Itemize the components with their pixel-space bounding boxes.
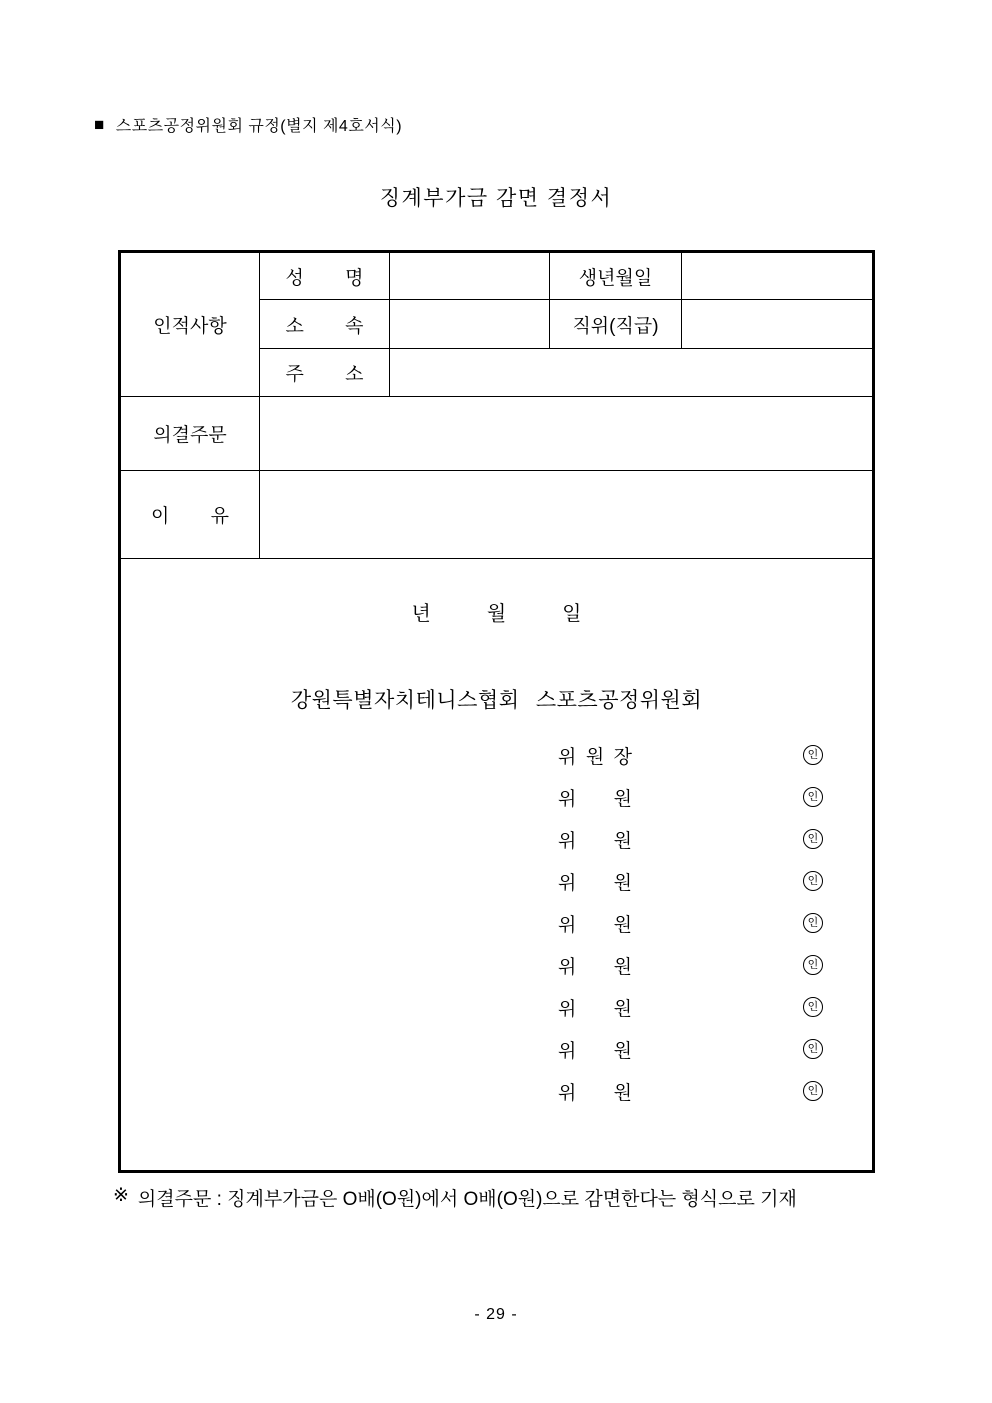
reference-mark-icon: ※ xyxy=(113,1185,129,1206)
signature-row-member xyxy=(121,818,872,860)
address-label-cell xyxy=(260,349,390,397)
seal-icon xyxy=(803,997,823,1017)
signer-role: 위 원 장 xyxy=(558,746,632,768)
signature-row-member xyxy=(121,1028,872,1070)
address-label: 주 소 xyxy=(285,364,364,385)
decision-label: 의결주문 xyxy=(153,425,227,446)
signer-role: 위 원 xyxy=(558,914,632,936)
name-label: 성 명 xyxy=(285,267,364,289)
affiliation-label: 소 속 xyxy=(285,315,364,337)
position-label: 직위(직급) xyxy=(572,315,659,337)
page-number: - 29 - xyxy=(474,1306,518,1323)
seal-character: 인 xyxy=(807,1000,819,1013)
signature-row-member xyxy=(121,776,872,818)
decision-form-table xyxy=(118,250,875,1173)
affiliation-label-cell xyxy=(260,300,390,349)
signature-row-member xyxy=(121,986,872,1028)
position-label-cell xyxy=(550,300,682,349)
signer-role: 위 원 xyxy=(558,830,632,852)
signature-row-member xyxy=(121,944,872,986)
table-row xyxy=(120,559,874,1172)
seal-icon xyxy=(803,955,823,975)
reason-label: 이 유 xyxy=(151,506,229,527)
birthdate-label-cell xyxy=(550,252,682,300)
organization-name: 강원특별자치테니스협회 스포츠공정위원회 xyxy=(290,689,703,712)
document-title: 징계부가금 감면 결정서 xyxy=(379,187,613,210)
seal-character: 인 xyxy=(807,1042,819,1055)
filled-square-icon: ■ xyxy=(94,115,105,134)
decision-value-cell xyxy=(260,397,874,471)
footnote xyxy=(113,1184,797,1211)
reason-value-cell xyxy=(260,471,874,559)
table-row xyxy=(120,471,874,559)
seal-character: 인 xyxy=(807,832,819,845)
seal-icon xyxy=(803,787,823,807)
address-value-cell xyxy=(390,349,874,397)
footnote-text: 의결주문 : 징계부가금은 O배(O원)에서 O배(O원)으로 감면한다는 형식으로 기재 xyxy=(137,1189,797,1210)
signature-row-member xyxy=(121,1070,872,1112)
seal-character: 인 xyxy=(807,748,819,761)
seal-character: 인 xyxy=(807,916,819,929)
seal-icon xyxy=(803,871,823,891)
decision-label-cell xyxy=(120,397,260,471)
header-note xyxy=(94,113,402,136)
name-value-cell xyxy=(390,252,550,300)
seal-icon xyxy=(803,913,823,933)
affiliation-value-cell xyxy=(390,300,550,349)
birthdate-value-cell xyxy=(682,252,874,300)
personal-info-section-cell xyxy=(120,252,260,397)
seal-icon xyxy=(803,829,823,849)
seal-icon xyxy=(803,1081,823,1101)
signer-role: 위 원 xyxy=(558,956,632,978)
personal-info-section-label: 인적사항 xyxy=(153,316,227,337)
signature-row-member xyxy=(121,860,872,902)
signer-role: 위 원 xyxy=(558,1082,632,1104)
position-value-cell xyxy=(682,300,874,349)
table-row xyxy=(120,397,874,471)
signature-row-chairman xyxy=(121,734,872,776)
date-placeholder: 년 월 일 xyxy=(411,603,582,625)
signer-role: 위 원 xyxy=(558,998,632,1020)
name-label-cell xyxy=(260,252,390,300)
seal-character: 인 xyxy=(807,958,819,971)
seal-icon xyxy=(803,1039,823,1059)
birthdate-label: 생년월일 xyxy=(578,267,653,289)
table-row xyxy=(120,252,874,300)
date-line xyxy=(121,597,872,626)
seal-character: 인 xyxy=(807,874,819,887)
seal-character: 인 xyxy=(807,1084,819,1097)
signature-cell xyxy=(120,559,874,1172)
signer-role: 위 원 xyxy=(558,1040,632,1062)
seal-icon xyxy=(803,745,823,765)
seal-character: 인 xyxy=(807,790,819,803)
signature-row-member xyxy=(121,902,872,944)
signer-role: 위 원 xyxy=(558,788,632,810)
signature-rows xyxy=(121,734,872,1112)
signer-role: 위 원 xyxy=(558,872,632,894)
reason-label-cell xyxy=(120,471,260,559)
header-note-text: 스포츠공정위원회 규정(별지 제4호서식) xyxy=(115,118,403,135)
